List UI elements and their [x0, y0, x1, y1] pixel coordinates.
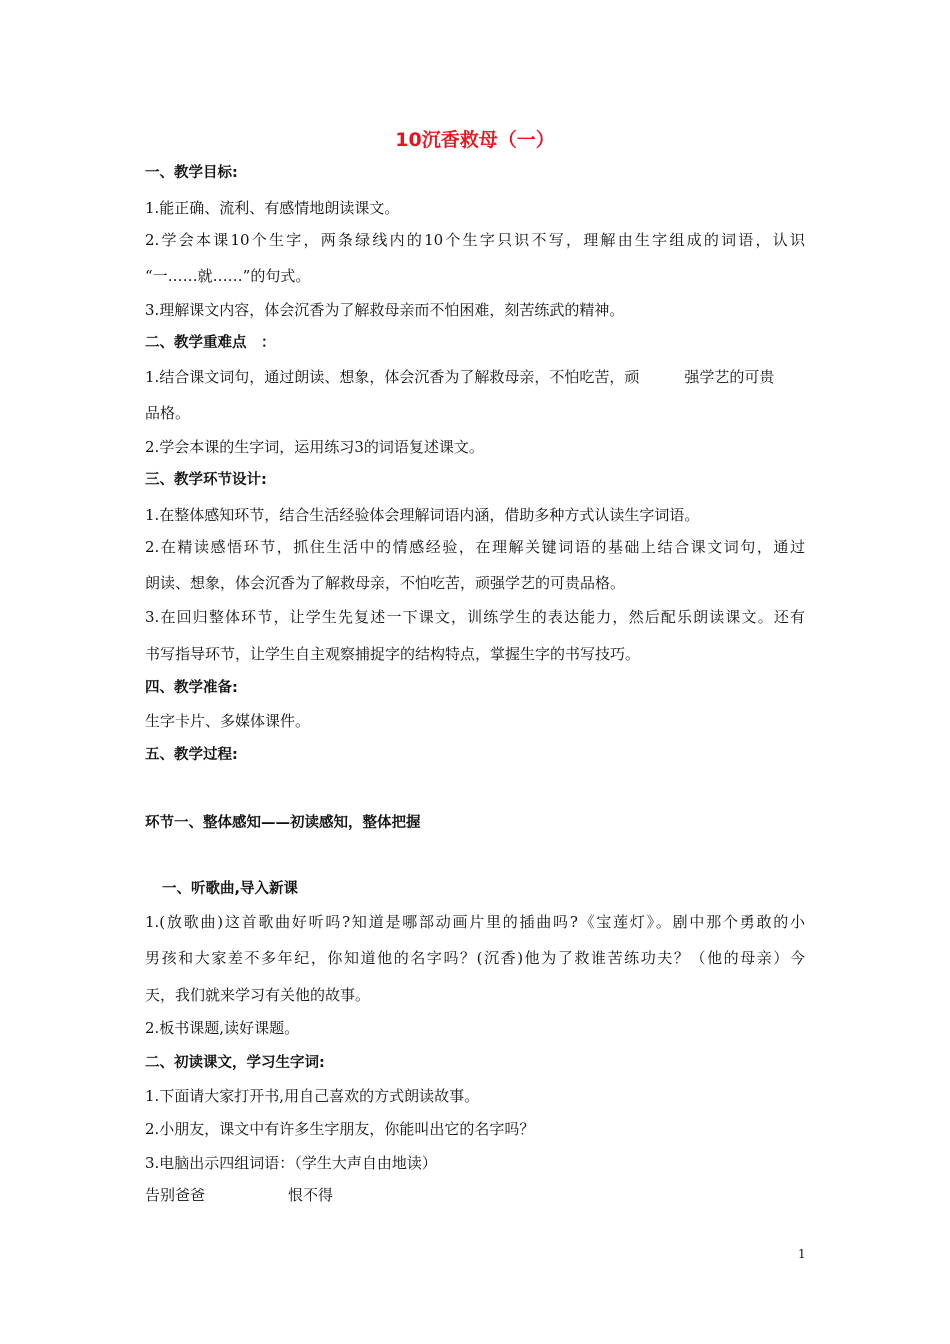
- paragraph: 1.在整体感知环节，结合生活经验体会理解词语内涵，借助多种方式认读生字词语。: [145, 506, 700, 524]
- subsection-heading: 一、听歌曲,导入新课: [162, 881, 299, 897]
- paragraph: 1.下面请大家打开书,用自己喜欢的方式朗读故事。: [145, 1087, 480, 1105]
- paragraph: 2.板书课题,读好课题。: [145, 1019, 300, 1037]
- paragraph: 天，我们就来学习有关他的故事。: [145, 986, 371, 1004]
- paragraph: 2.在精读感悟环节，抓住生活中的情感经验，在理解关键词语的基础上结合课文词句，通过: [145, 538, 805, 556]
- paragraph: 书写指导环节，让学生自主观察捕捉字的结构特点，掌握生字的书写技巧。: [145, 645, 641, 663]
- section-heading-process: 五、教学过程:: [145, 747, 238, 763]
- word-item: 告别爸爸: [145, 1186, 206, 1204]
- section-heading-design: 三、教学环节设计:: [145, 472, 267, 488]
- paragraph: 3.电脑出示四组词语：（学生大声自由地读）: [145, 1154, 437, 1172]
- stage-heading: 环节一、整体感知——初读感知，整体把握: [145, 815, 421, 831]
- paragraph: 2.学会本课的生字词，运用练习3的词语复述课文。: [145, 438, 484, 456]
- paragraph: 2.小朋友，课文中有许多生字朋友，你能叫出它的名字吗？: [145, 1120, 535, 1138]
- section-heading-preparation: 四、教学准备:: [145, 680, 238, 696]
- paragraph: “一……就……”的句式。: [145, 267, 311, 285]
- paragraph: 1.(放歌曲)这首歌曲好听吗?知道是哪部动画片里的插曲吗?《宝莲灯》。剧中那个勇敢的小: [145, 913, 805, 931]
- document-title: 10沉香救母（一）: [395, 129, 555, 151]
- section-heading-goals: 一、教学目标:: [145, 165, 238, 181]
- subsection-heading: 二、初读课文，学习生字词:: [145, 1055, 325, 1071]
- paragraph: 朗读、想象，体会沉香为了解救母亲，不怕吃苦，顽强学艺的可贵品格。: [145, 574, 626, 592]
- paragraph: 生字卡片、多媒体课件。: [145, 712, 311, 730]
- paragraph: 男孩和大家差不多年纪，你知道他的名字吗？(沉香)他为了救谁苦练功夫？（他的母亲）今: [145, 949, 805, 967]
- paragraph: 1.能正确、流利、有感情地朗读课文。: [145, 199, 400, 217]
- page-number: 1: [798, 1247, 806, 1261]
- section-heading-key-points: 二、教学重难点 ：: [145, 335, 276, 351]
- paragraph: 1.结合课文词句，通过朗读、想象，体会沉香为了解救母亲，不怕吃苦，顽 强学艺的可贵: [145, 368, 775, 386]
- paragraph: 3.理解课文内容，体会沉香为了解救母亲而不怕困难，刻苦练武的精神。: [145, 301, 625, 319]
- paragraph: 2.学会本课10个生字，两条绿线内的10个生字只识不写，理解由生字组成的词语，认识: [145, 231, 805, 249]
- word-item: 恨不得: [288, 1186, 334, 1204]
- paragraph: 品格。: [145, 404, 191, 422]
- paragraph: 3.在回归整体环节，让学生先复述一下课文，训练学生的表达能力，然后配乐朗读课文。还有: [145, 608, 805, 626]
